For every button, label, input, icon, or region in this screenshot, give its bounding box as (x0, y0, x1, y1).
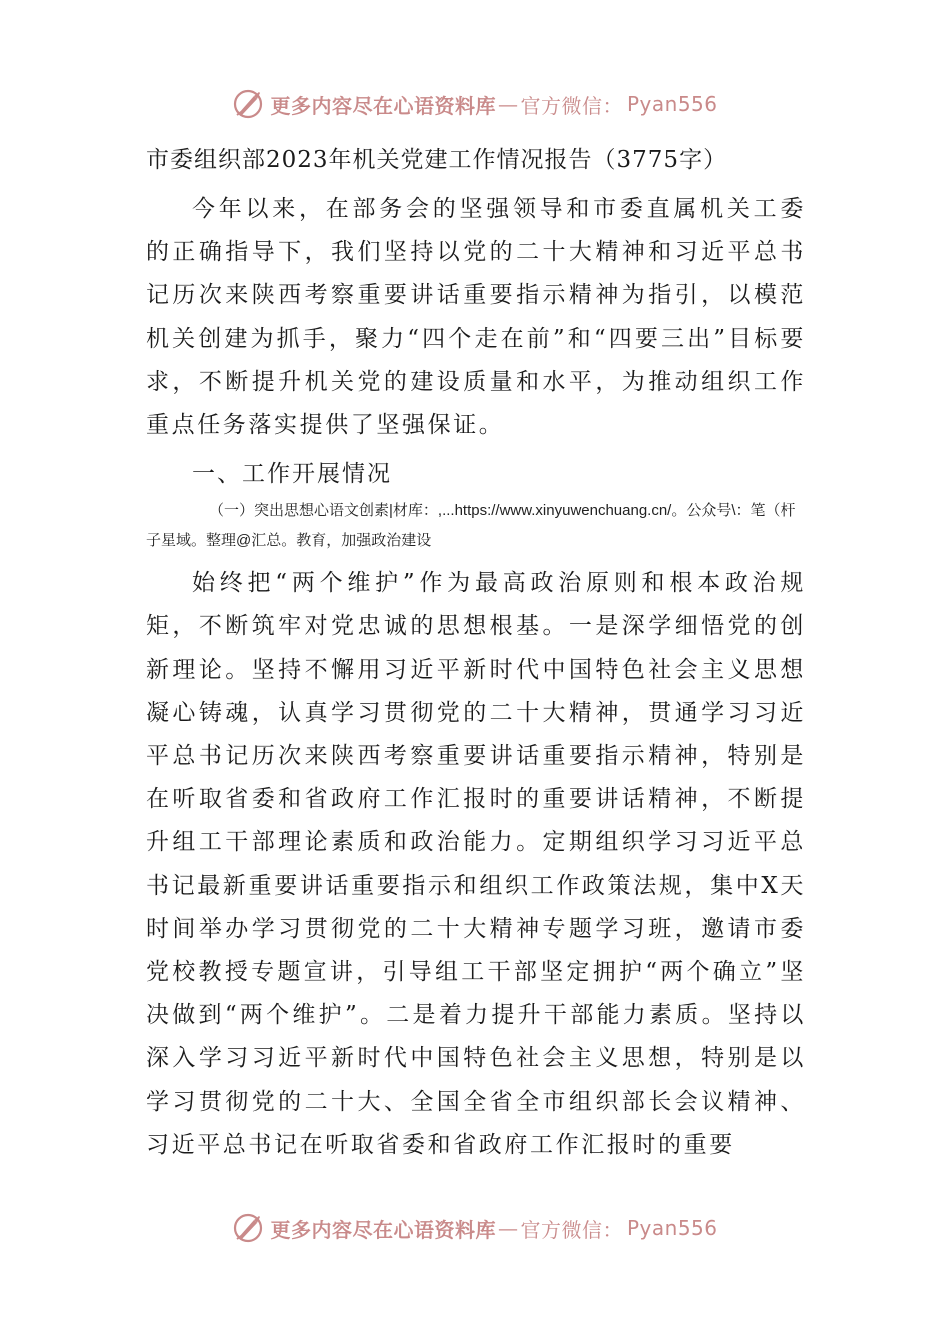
footer-separator: — (497, 1216, 519, 1240)
footer-wechat-id: Pyan556 (626, 1216, 718, 1240)
body-paragraph: 始终把“两个维护”作为最高政治原则和根本政治规矩，不断筑牢对党忠诚的思想根基。一是深学细悟党的创新理论。坚持不懈用习近平新时代中国特色社会主义思想凝心铸魂，认真学习贯彻党的二十大精神，贯通学习习近平总书记历次来陕西考察重要讲话重要指示精神，特别是在听取省委和省政府工作汇报时的重要讲话精神，不断提升组工干部理论素质和政治能力。定期组织学习习近平总书记最新重要讲话重要指示和组织工作政策法规，集中X天时间举办学习贯彻党的二十大精神专题学习班，邀请市委党校教授专题宣讲，引导组工干部坚定拥护“两个确立”坚决做到“两个维护”。二是着力提升干部能力素质。坚持以深入学习习近平新时代中国特色社会主义思想，特别是以学习贯彻党的二十大、全国全省全市组织部长会议精神、习近平总书记在听取省委和省政府工作汇报时的重要 (146, 570, 806, 1158)
footer-official-label: 官方微信： (520, 1217, 623, 1242)
subsection-heading: （一）突出思想心语文创素|材库：,...https://www.xinyuwenchuang.cn/。公众号\：笔（杆子星域。整理@汇总。教育，加强政治建设 (146, 502, 796, 550)
document-body (146, 138, 806, 1167)
intro-paragraph: 今年以来，在部务会的坚强领导和市委直属机关工委的正确指导下，我们坚持以党的二十大精神和习近平总书记历次来陕西考察重要讲话重要指示精神为指引，以模范机关创建为抓手，聚力“四个走在前”和“四要三出”目标要求，不断提升机关党的建设质量和水平，为推动组织工作重点任务落实提供了坚强保证。 (146, 196, 806, 439)
footer-banner (0, 1208, 950, 1248)
section-heading: 一、工作开展情况 (192, 461, 392, 488)
header-brand-text: 更多内容尽在心语资料库 (270, 93, 496, 118)
header-wechat-id: Pyan556 (626, 92, 718, 116)
quill-pen-icon (232, 88, 264, 120)
header-separator: — (497, 92, 519, 116)
quill-pen-icon (232, 1212, 264, 1244)
header-official-label: 官方微信： (520, 93, 623, 118)
document-title: 市委组织部2023年机关党建工作情况报告（3775字） (146, 147, 728, 173)
header-banner (0, 84, 950, 124)
footer-brand-text: 更多内容尽在心语资料库 (270, 1217, 496, 1242)
